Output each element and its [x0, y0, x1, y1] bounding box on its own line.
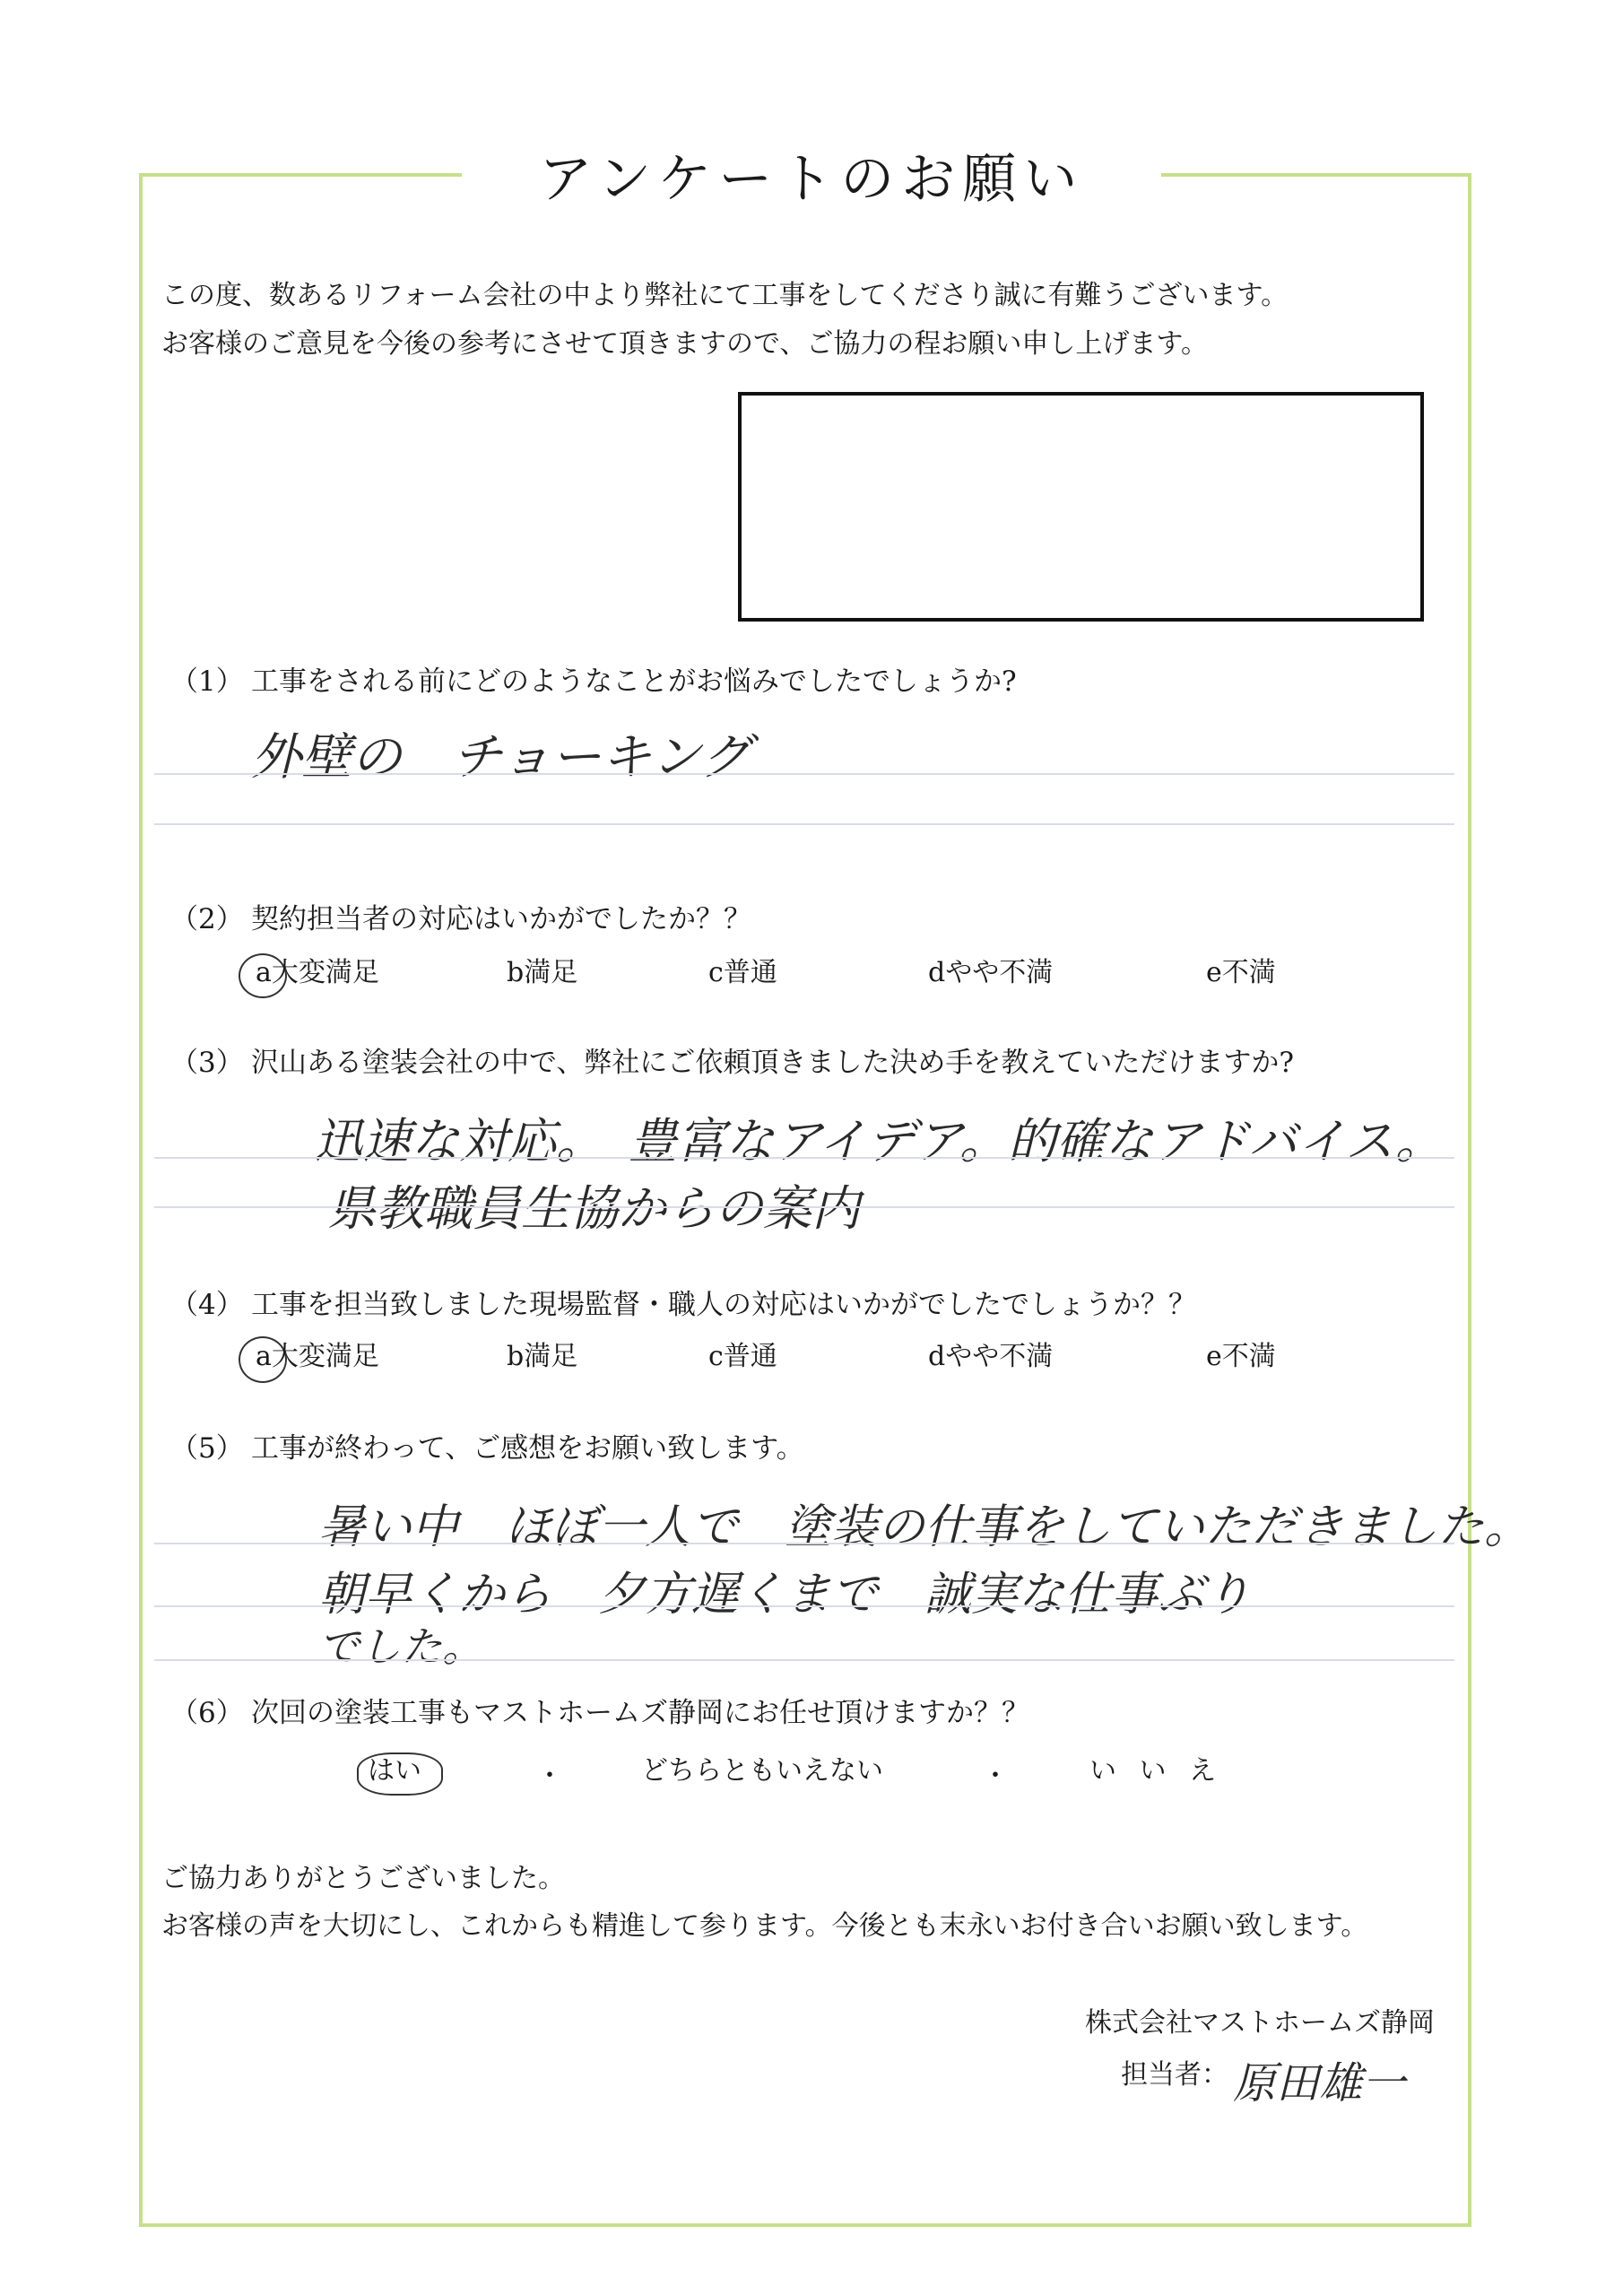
- page-title: アンケートのお願い: [462, 144, 1161, 215]
- question-6-text: 次回の塗装工事もマストホームズ静岡にお任せ頂けますか？？: [251, 1697, 1029, 1729]
- answer-1: 外壁の チョーキング: [251, 728, 751, 787]
- question-3: [170, 1045, 1294, 1081]
- question-6-option-neither[interactable]: どちらともいえない: [641, 1755, 883, 1787]
- question-6-separator-2: ・: [982, 1761, 1009, 1792]
- answer-5-line-2: 朝早くから 夕方遅くまで 誠実な仕事ぶり: [318, 1568, 1252, 1622]
- answer-5-line-1: 暑い中 ほぼ一人で 塗装の仕事をしていただきました。: [318, 1500, 1532, 1554]
- question-2-option-d[interactable]: dやや不満: [928, 957, 1054, 988]
- intro-line-2: お客様のご意見を今後の参考にさせて頂きますので、ご協力の程お願い申し上げます。: [161, 328, 1208, 360]
- question-5: [170, 1431, 804, 1466]
- question-2-option-b[interactable]: b満足: [507, 957, 578, 988]
- answer-1-rule-2: [154, 823, 1454, 825]
- answer-5-line-3: でした。: [318, 1622, 483, 1671]
- question-1-number: （1）: [170, 665, 244, 698]
- answer-5-rule-2: [154, 1605, 1454, 1607]
- answer-3-rule-2: [154, 1206, 1454, 1208]
- answer-5-rule-3: [154, 1659, 1454, 1661]
- question-2: [170, 901, 751, 937]
- question-4-option-d[interactable]: dやや不満: [928, 1341, 1054, 1372]
- question-2-text: 契約担当者の対応はいかがでしたか？？: [251, 903, 751, 935]
- question-2-number: （2）: [170, 903, 244, 935]
- question-5-text: 工事が終わって、ご感想をお願い致します。: [251, 1432, 804, 1465]
- question-4-option-c[interactable]: c普通: [708, 1341, 777, 1372]
- answer-1-rule-1: [154, 773, 1454, 775]
- question-2-option-e[interactable]: e不満: [1206, 957, 1276, 988]
- answer-3-line-1: 迅速な対応。 豊富なアイデア。的確なアドバイス。: [314, 1113, 1444, 1170]
- closing-line-2: お客様の声を大切にし、これからも精進して参ります。今後とも末永いお付き合いお願い致します。: [161, 1910, 1368, 1942]
- redacted-box: [738, 392, 1424, 622]
- answer-3-rule-1: [154, 1157, 1454, 1159]
- intro-line-1: この度、数あるリフォーム会社の中より弊社にて工事をしてくださり誠に有難うございます。: [161, 280, 1289, 311]
- company-name: 株式会社マストホームズ静岡: [1085, 2007, 1435, 2039]
- question-4-option-a[interactable]: a大変満足: [256, 1341, 379, 1372]
- question-2-option-a[interactable]: a大変満足: [256, 957, 379, 988]
- question-6-separator-1: ・: [536, 1761, 563, 1792]
- question-4: [170, 1287, 1196, 1323]
- staff-label: 担当者：: [1121, 2059, 1228, 2091]
- question-2-option-c[interactable]: c普通: [708, 957, 777, 988]
- question-6-option-yes[interactable]: はい: [368, 1755, 421, 1787]
- question-6: [170, 1695, 1029, 1731]
- question-1: [170, 664, 1017, 700]
- question-6-option-no[interactable]: い い え: [1089, 1755, 1224, 1787]
- question-3-number: （3）: [170, 1047, 244, 1079]
- question-4-number: （4）: [170, 1289, 244, 1321]
- closing-line-1: ご協力ありがとうございました。: [161, 1863, 565, 1894]
- question-4-option-b[interactable]: b満足: [507, 1341, 578, 1372]
- question-4-text: 工事を担当致しました現場監督・職人の対応はいかがでしたでしょうか？？: [251, 1289, 1196, 1321]
- staff-signature: 原田雄一: [1233, 2058, 1406, 2109]
- question-6-number: （6）: [170, 1697, 244, 1729]
- question-3-text: 沢山ある塗装会社の中で、弊社にご依頼頂きました決め手を教えていただけますか?: [251, 1047, 1294, 1079]
- answer-3-line-2: 県教職員生協からの案内: [327, 1180, 860, 1237]
- question-1-text: 工事をされる前にどのようなことがお悩みでしたでしょうか?: [251, 665, 1017, 698]
- question-4-option-e[interactable]: e不満: [1206, 1341, 1276, 1372]
- answer-5-rule-1: [154, 1543, 1454, 1544]
- question-5-number: （5）: [170, 1432, 244, 1465]
